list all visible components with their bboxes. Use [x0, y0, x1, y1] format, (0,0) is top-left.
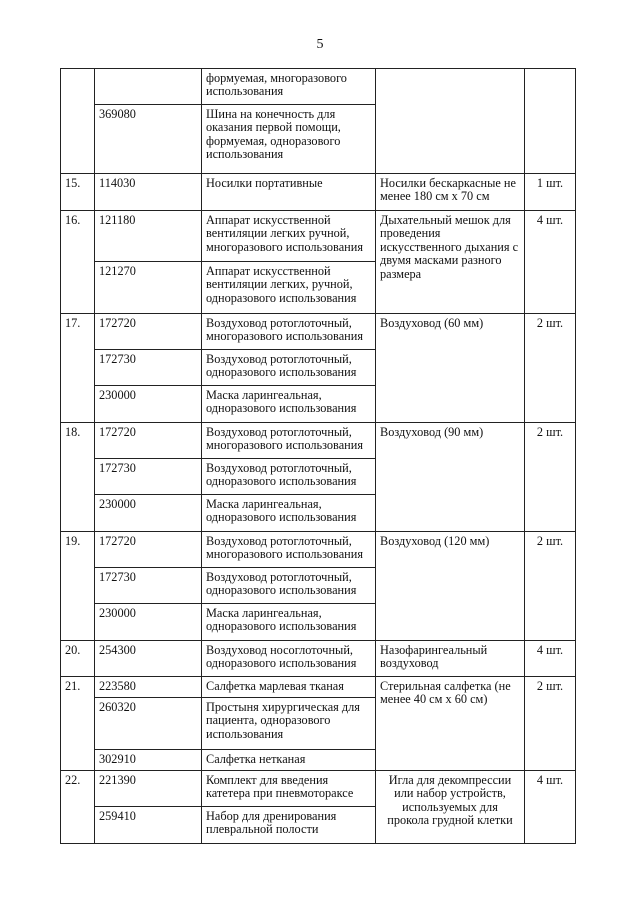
nomenclature-code: 259410: [95, 807, 202, 844]
row-number: 20.: [61, 641, 95, 677]
table-row: [61, 211, 576, 262]
table-row: [61, 532, 576, 568]
nomenclature-code: 302910: [95, 750, 202, 771]
row-number: 22.: [61, 771, 95, 844]
nomenclature-code: 260320: [95, 698, 202, 750]
table-row: [61, 677, 576, 698]
nomenclature-code: 230000: [95, 495, 202, 532]
item-name: Воздуховод ротоглоточный, многоразового использования: [202, 314, 376, 350]
quantity: 4 шт.: [525, 641, 576, 677]
table-row: [61, 174, 576, 211]
table-row: [61, 423, 576, 459]
item-name: Воздуховод носоглоточный, одноразового использования: [202, 641, 376, 677]
equipment-description: Игла для декомпрессии или набор устройств, используемых для прокола грудной клетки: [376, 771, 525, 844]
nomenclature-code: 369080: [95, 105, 202, 174]
quantity: 2 шт.: [525, 677, 576, 771]
quantity: 2 шт.: [525, 314, 576, 423]
item-name: Воздуховод ротоглоточный, одноразового использования: [202, 350, 376, 386]
equipment-description: [376, 69, 525, 174]
quantity: 4 шт.: [525, 771, 576, 844]
row-number: 15.: [61, 174, 95, 211]
nomenclature-code: 221390: [95, 771, 202, 807]
item-name: Салфетка нетканая: [202, 750, 376, 771]
nomenclature-code: 172720: [95, 532, 202, 568]
nomenclature-code: 121180: [95, 211, 202, 262]
row-number: 19.: [61, 532, 95, 641]
item-name: Воздуховод ротоглоточный, одноразового использования: [202, 568, 376, 604]
nomenclature-code: 114030: [95, 174, 202, 211]
item-name: Воздуховод ротоглоточный, многоразового использования: [202, 532, 376, 568]
equipment-description: Воздуховод (90 мм): [376, 423, 525, 532]
nomenclature-code: 121270: [95, 262, 202, 314]
item-name: Воздуховод ротоглоточный, одноразового использования: [202, 459, 376, 495]
quantity: 4 шт.: [525, 211, 576, 314]
nomenclature-code: 230000: [95, 604, 202, 641]
item-name: Набор для дренирования плевральной полости: [202, 807, 376, 844]
table-row: [61, 314, 576, 350]
item-name: Маска ларингеальная, одноразового использования: [202, 604, 376, 641]
table-row: [61, 69, 576, 105]
row-number: 16.: [61, 211, 95, 314]
nomenclature-code: 230000: [95, 386, 202, 423]
row-number: 17.: [61, 314, 95, 423]
nomenclature-code: 223580: [95, 677, 202, 698]
item-name: Маска ларингеальная, одноразового использования: [202, 495, 376, 532]
item-name: Простыня хирургическая для пациента, одноразового использования: [202, 698, 376, 750]
nomenclature-code: 172730: [95, 459, 202, 495]
nomenclature-code: 172720: [95, 314, 202, 350]
item-name: Шина на конечность для оказания первой помощи, формуемая, одноразового использования: [202, 105, 376, 174]
table-row: [61, 641, 576, 677]
equipment-description: Воздуховод (60 мм): [376, 314, 525, 423]
nomenclature-code: 172730: [95, 568, 202, 604]
page-number: 5: [316, 37, 324, 52]
item-name: Аппарат искусственной вентиляции легких, ручной, одноразового использования: [202, 262, 376, 314]
quantity: 2 шт.: [525, 532, 576, 641]
row-number: 21.: [61, 677, 95, 771]
nomenclature-code: 172720: [95, 423, 202, 459]
item-name: формуемая, многоразового использования: [202, 69, 376, 105]
row-number: 18.: [61, 423, 95, 532]
quantity: 2 шт.: [525, 423, 576, 532]
item-name: Воздуховод ротоглоточный, многоразового использования: [202, 423, 376, 459]
item-name: Аппарат искусственной вентиляции легких ручной, многоразового использования: [202, 211, 376, 262]
row-number: [61, 69, 95, 174]
quantity: 1 шт.: [525, 174, 576, 211]
nomenclature-code: 172730: [95, 350, 202, 386]
item-name: Носилки портативные: [202, 174, 376, 211]
item-name: Салфетка марлевая тканая: [202, 677, 376, 698]
equipment-description: Дыхательный мешок для проведения искусственного дыхания с двумя масками разного размера: [376, 211, 525, 314]
equipment-description: Носилки бескаркасные не менее 180 см х 70 см: [376, 174, 525, 211]
equipment-table: [60, 68, 576, 844]
nomenclature-code: 254300: [95, 641, 202, 677]
item-name: Маска ларингеальная, одноразового использования: [202, 386, 376, 423]
table-row: [61, 771, 576, 807]
equipment-description: Назофарингеальный воздуховод: [376, 641, 525, 677]
item-name: Комплект для введения катетера при пневмотораксе: [202, 771, 376, 807]
nomenclature-code: [95, 69, 202, 105]
equipment-description: Воздуховод (120 мм): [376, 532, 525, 641]
quantity: [525, 69, 576, 174]
equipment-description: Стерильная салфетка (не менее 40 см х 60 см): [376, 677, 525, 771]
